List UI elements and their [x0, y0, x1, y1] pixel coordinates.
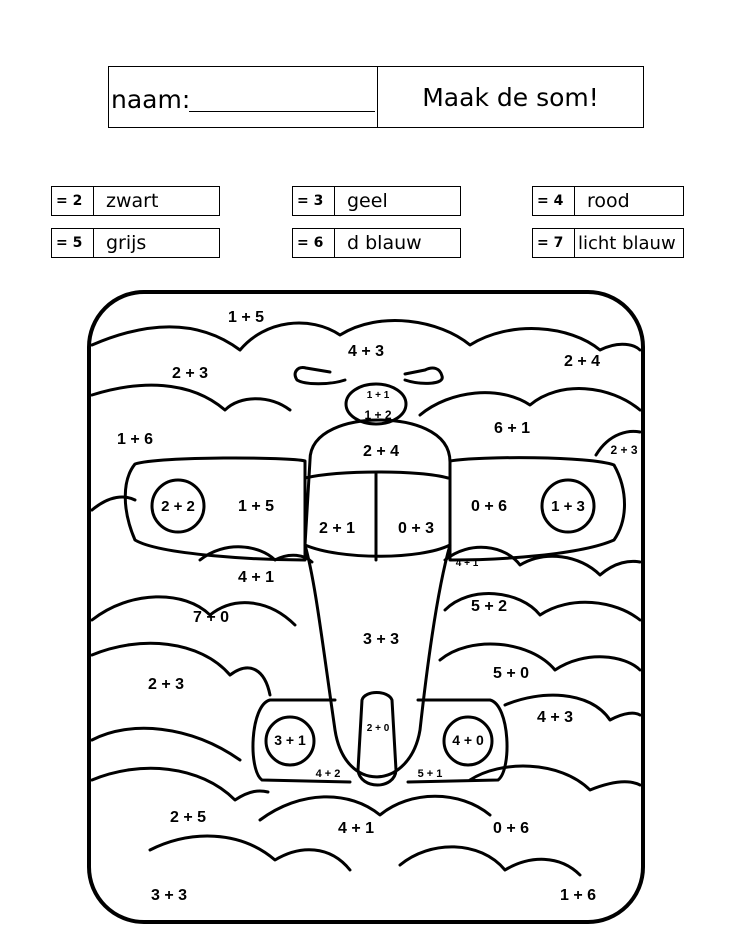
sum-label: 5 + 2 — [470, 598, 508, 615]
sum-label: 4 + 2 — [315, 768, 341, 780]
sum-label: 2 + 2 — [161, 498, 195, 515]
sum-label: 1 + 6 — [116, 431, 154, 448]
sum-label: 5 + 0 — [492, 665, 530, 682]
propeller-right — [405, 368, 442, 383]
cloud-outline — [400, 847, 580, 875]
legend-color: geel — [347, 190, 388, 212]
sum-label: 3 + 1 — [274, 732, 306, 748]
sum-label: 1 + 3 — [551, 498, 585, 515]
sum-label: 7 + 0 — [192, 609, 230, 626]
sum-label: 2 + 0 — [366, 723, 390, 734]
sum-label: 1 + 5 — [237, 498, 275, 515]
legend-color: licht blauw — [578, 232, 676, 254]
legend-number: = 3 — [293, 187, 335, 215]
sum-label: 2 + 5 — [169, 809, 207, 826]
sum-label: 1 + 5 — [227, 309, 265, 326]
sum-label: 5 + 1 — [417, 768, 443, 780]
sum-label: 4 + 1 — [337, 820, 375, 837]
sum-label: 2 + 4 — [362, 443, 400, 460]
cloud-outline — [440, 644, 640, 670]
sum-label: 2 + 4 — [563, 353, 601, 370]
legend-color: grijs — [106, 232, 147, 254]
cloud-outline — [470, 766, 640, 790]
sum-label: 2 + 1 — [318, 520, 356, 537]
sum-label: 2 + 3 — [171, 365, 209, 382]
sum-label: 4 + 3 — [347, 343, 385, 360]
cloud-outline — [92, 768, 268, 800]
legend-color: rood — [587, 190, 630, 212]
sum-label: 4 + 1 — [237, 569, 275, 586]
sum-label: 4 + 3 — [536, 709, 574, 726]
sum-label: 3 + 3 — [150, 887, 188, 904]
legend-number: = 7 — [533, 229, 575, 257]
propeller-left — [295, 368, 345, 384]
legend-number: = 6 — [293, 229, 335, 257]
cloud-outline — [92, 385, 290, 410]
legend-color: zwart — [106, 190, 159, 212]
sum-label: 6 + 1 — [493, 420, 531, 437]
sum-label: 1 + 2 — [364, 408, 392, 422]
legend-color: d blauw — [347, 232, 422, 254]
sum-label: 3 + 3 — [362, 631, 400, 648]
cloud-outline — [92, 497, 135, 510]
tail-fin — [358, 693, 396, 786]
sum-label: 4 + 0 — [452, 732, 484, 748]
sum-label: 0 + 3 — [397, 520, 435, 537]
sum-label: 2 + 3 — [610, 443, 638, 457]
sum-label: 0 + 6 — [492, 820, 530, 837]
legend-number: = 5 — [52, 229, 94, 257]
cloud-outline — [420, 389, 640, 415]
sum-label: 1 + 1 — [366, 390, 390, 401]
worksheet-title: Maak de som! — [422, 82, 599, 112]
cloud-outline — [260, 796, 490, 820]
legend-number: = 2 — [52, 187, 94, 215]
name-label: naam: — [111, 85, 191, 114]
cloud-outline — [92, 728, 240, 760]
sum-label: 2 + 3 — [147, 676, 185, 693]
sum-label: 0 + 6 — [470, 498, 508, 515]
legend-number: = 4 — [533, 187, 575, 215]
cloud-outline — [150, 836, 350, 870]
sum-label: 1 + 6 — [559, 887, 597, 904]
sum-label: 4 + 1 — [455, 558, 479, 569]
